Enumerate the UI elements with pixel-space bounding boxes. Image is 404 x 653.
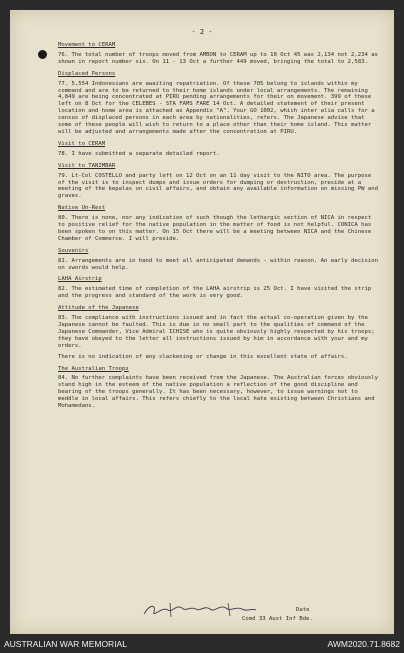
section-heading: Attitude of the Japanese [58,305,139,312]
archive-footer [0,634,404,653]
paragraph: 81. Arrangements are in hand to meet all anticipated demands - within reason. An early decision on swords would help. [58,257,378,271]
paragraph: There is no indication of any slackening or change in this excellent state of affairs. [58,353,348,360]
section-heading: Souvenirs [58,247,89,254]
footer-institution: AUSTRALIAN WAR MEMORIAL [4,639,127,649]
paragraph: 84. No further complaints have been received from the Japanese. The Australian forces obviously stand high in the esteem of the native population a reflection of the good discipline and bearing of the troops generally. It has been necessary, however, to issue warnings not to meddle in local affairs. This refers chiefly to the local hate existing between Christians and Mohamedans. [58,375,378,410]
signature-title: Comd 33 Aust Inf Bde. [242,616,313,622]
section-visit-ceram [58,141,380,158]
section-visit-tanimbar [58,163,380,201]
section-native-unrest [58,205,380,243]
section-australian-troops [58,366,380,410]
paragraph: 76. The total number of troops moved from AMBON to CERAM up to 10 Oct 45 was 2,134 not 2,234 as shown in report number six. On 11 - 13 Oct a further 449 moved, bringing the total to 2,583. [58,51,378,65]
punch-hole [38,50,47,59]
section-heading: Visit to TANIMBAR [58,162,116,169]
paragraph: 83. The compliance with instructions issued and in fact the actual co-operation given by the Japanese cannot be faulted. This is due in no small part to the qualities of command of the Japanese Commander, Vice Admiral ICHISE who is quite obviously highly respected by his troops; they have obeyed to the letter all instructions issued by him in accordance with your and my orders. [58,315,375,349]
section-heading: Visit to CERAM [58,140,106,147]
page-number: - 2 - [191,28,213,36]
date-label: Date [296,607,310,613]
section-displaced-persons [58,71,380,136]
section-heading: Movement to CERAM [58,42,116,48]
section-laha-airstrip [58,276,380,300]
paragraph: 82. The estimated time of completion of the LAHA airstrip is 25 Oct. I have visited the strip and the progress and standard of the work is very good. [58,286,372,300]
paragraph: 77. 5,554 Indonesians are awaiting repatriation. Of these 705 belong to islands within my command and are to be returned to their home islands under local arrangements. The remaining 4,849 are being concentrated at PIRU pending arrangements for their on movement. 399 of these left on 8 Oct for the CELEBES - STA FAMS FARE 14 Oct. A detailed statement of their present location and home area is attached as Appendix "A". Your GO 1002, which inter alia calls for a census of displaced persons in each area by nationalities, refers. The Japanese advise that some of these people will wish to return to a place other than their home island. This matter will be adjusted and arrangements made after the concentration at PIRU. [58,80,375,135]
section-movement [58,42,380,66]
document-body [58,42,380,414]
section-heading: Displaced Persons [58,70,116,77]
document-page [10,10,394,634]
section-souvenirs [58,248,380,272]
section-heading: LAHA Airstrip [58,276,102,283]
section-heading: Native Un-Rest [58,205,106,212]
section-attitude-japanese [58,305,380,360]
section-heading: The Australian Troops [58,365,129,372]
paragraph: 79. Lt-Col COSTELLO and party left on 12 Oct on an 11 day visit to the NITO area. The purpose of the visit is to inspect dumps and issue orders for dumping or destruction, preside at a meeting of the kepalas on civil affairs, and obtain any available information on missing PW and graves. [58,172,378,200]
paragraph: 78. I have submitted a separate detailed report. [58,150,220,157]
paragraph: 80. There is none, nor any indication of such though the lethargic section of NICA in respect to positive relief for the native population in the matter of food is not helpful. CONICA has been spoken to on this matter. On 15 Oct there will be a meeting between NICA and the Chinese Chamber of Commerce. I will preside. [58,215,372,242]
footer-accession-number: AWM2020.71.8682 [327,639,400,649]
